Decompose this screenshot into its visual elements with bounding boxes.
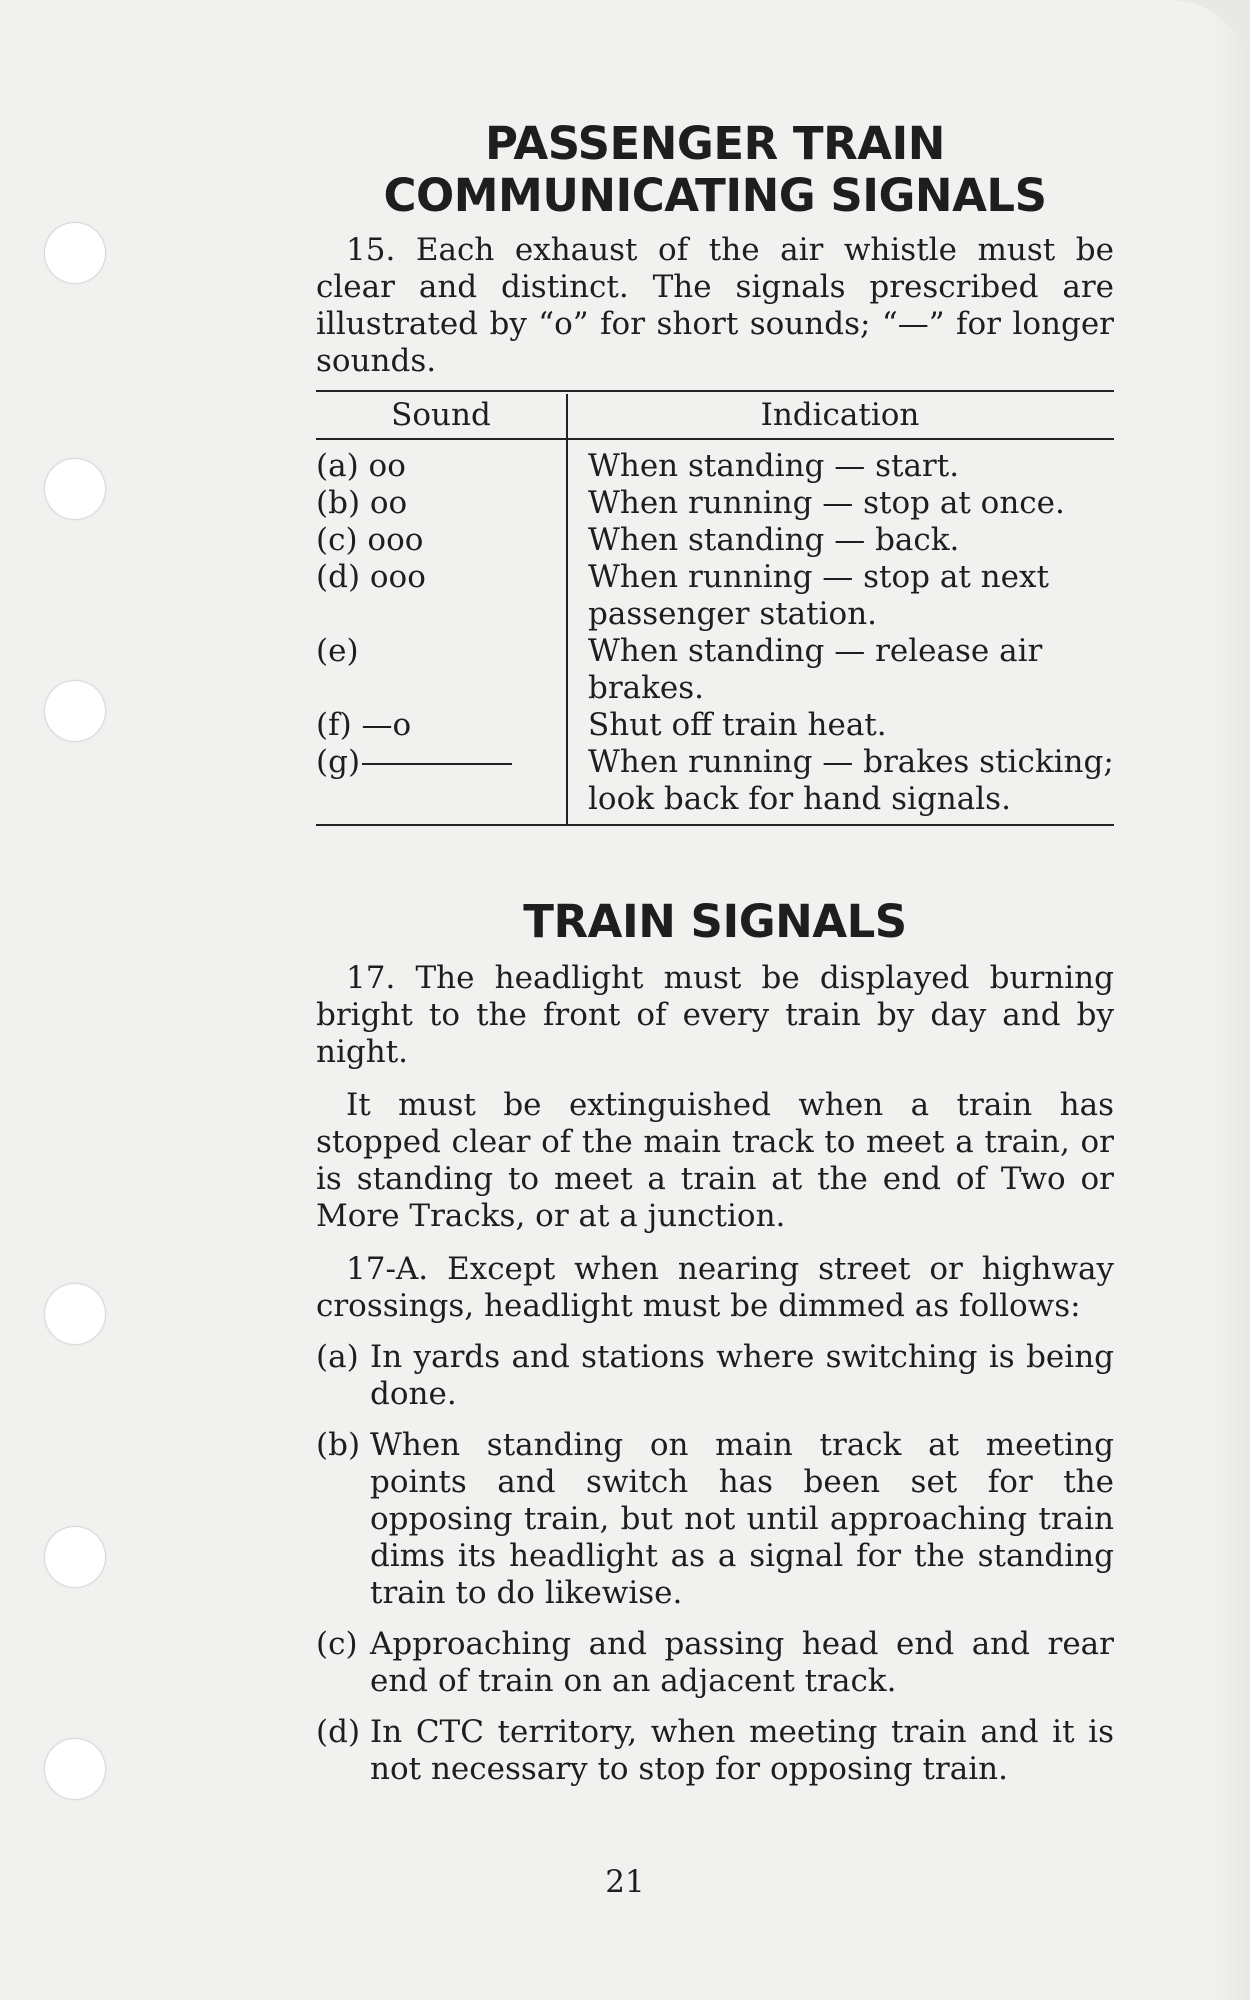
table-row <box>316 559 1114 633</box>
title-line-2: COMMUNICATING SIGNALS <box>383 169 1047 222</box>
signals-table-body <box>316 440 1114 826</box>
binder-hole-3 <box>44 680 106 742</box>
page-content <box>316 118 1114 1788</box>
table-row <box>316 522 1114 559</box>
page-edge-shade <box>1210 0 1250 2000</box>
list-item-text: In CTC territory, when meeting train and it is not necessary to stop for opposing train. <box>370 1714 1114 1787</box>
rule-17: 17. The headlight must be displayed burning bright to the front of every train by day and by night. <box>316 960 1114 1070</box>
signals-table-header <box>316 390 1114 440</box>
sound-cell: (a) oo <box>316 448 406 484</box>
list-item-text: Approaching and passing head end and rear end of train on an adjacent track. <box>370 1626 1114 1699</box>
sound-cell <box>316 744 566 818</box>
list-item-label: (b) <box>316 1427 361 1463</box>
sound-label: (g) <box>316 744 361 780</box>
list-item-label: (c) <box>316 1626 358 1662</box>
list-item-text: When standing on main track at meeting points and switch has been set for the opposing train, but not until approaching train dims its headlight as a signal for the standing train to do likewise. <box>370 1427 1114 1611</box>
dimming-conditions-list <box>316 1339 1114 1788</box>
sound-cell: (b) oo <box>316 485 408 521</box>
binder-hole-2 <box>44 458 106 520</box>
binder-hole-1 <box>44 222 106 284</box>
list-item <box>316 1626 1114 1700</box>
rule-15: 15. Each exhaust of the air whistle must be clear and distinct. The signals prescribed are illustrated by “o” for short sounds; “—” for longer sounds. <box>316 232 1114 379</box>
binder-hole-5 <box>44 1526 106 1588</box>
indication-cell: When standing — release air brakes. <box>588 633 1043 706</box>
section-title-train-signals: TRAIN SIGNALS <box>523 895 907 948</box>
indication-cell: Shut off train heat. <box>588 707 887 743</box>
indication-cell: When standing — back. <box>588 522 960 558</box>
section-title-passenger-signals <box>316 118 1114 222</box>
sound-cell: (f) —o <box>316 707 412 743</box>
title-line-1: PASSENGER TRAIN <box>485 117 945 170</box>
page-number: 21 <box>605 1864 645 1900</box>
header-indication: Indication <box>760 396 920 433</box>
rule-17-paragraph-2: It must be extinguished when a train has stopped clear of the main track to meet a train, or is standing to meet a train at the end of Two or More Tracks, or at a junction. <box>316 1087 1114 1234</box>
indication-cell: When running — stop at once. <box>588 485 1065 521</box>
rule-17a: 17-A. Except when nearing street or highway crossings, headlight must be dimmed as follows: <box>316 1251 1114 1324</box>
sound-cell: (e) <box>316 633 359 669</box>
sound-cell: (d) ooo <box>316 559 426 595</box>
indication-cell: When standing — start. <box>588 448 960 484</box>
list-item-label: (d) <box>316 1714 361 1750</box>
list-item <box>316 1427 1114 1612</box>
indication-cell: When running — brakes sticking; look back for hand signals. <box>588 744 1114 817</box>
table-divider <box>566 394 568 824</box>
header-sound: Sound <box>391 396 491 433</box>
binder-hole-4 <box>44 1283 106 1345</box>
signals-table <box>316 390 1114 826</box>
table-row <box>316 485 1114 522</box>
sound-cell: (c) ooo <box>316 522 424 558</box>
list-item <box>316 1339 1114 1413</box>
table-row <box>316 744 1114 818</box>
long-sound-mark <box>362 763 512 765</box>
list-item-text: In yards and stations where switching is being done. <box>370 1339 1114 1412</box>
indication-cell: When running — stop at next passenger station. <box>588 559 1049 632</box>
table-row <box>316 448 1114 485</box>
binder-hole-6 <box>44 1738 106 1800</box>
table-row <box>316 633 1114 707</box>
list-item-label: (a) <box>316 1339 359 1375</box>
list-item <box>316 1714 1114 1788</box>
table-row <box>316 707 1114 744</box>
